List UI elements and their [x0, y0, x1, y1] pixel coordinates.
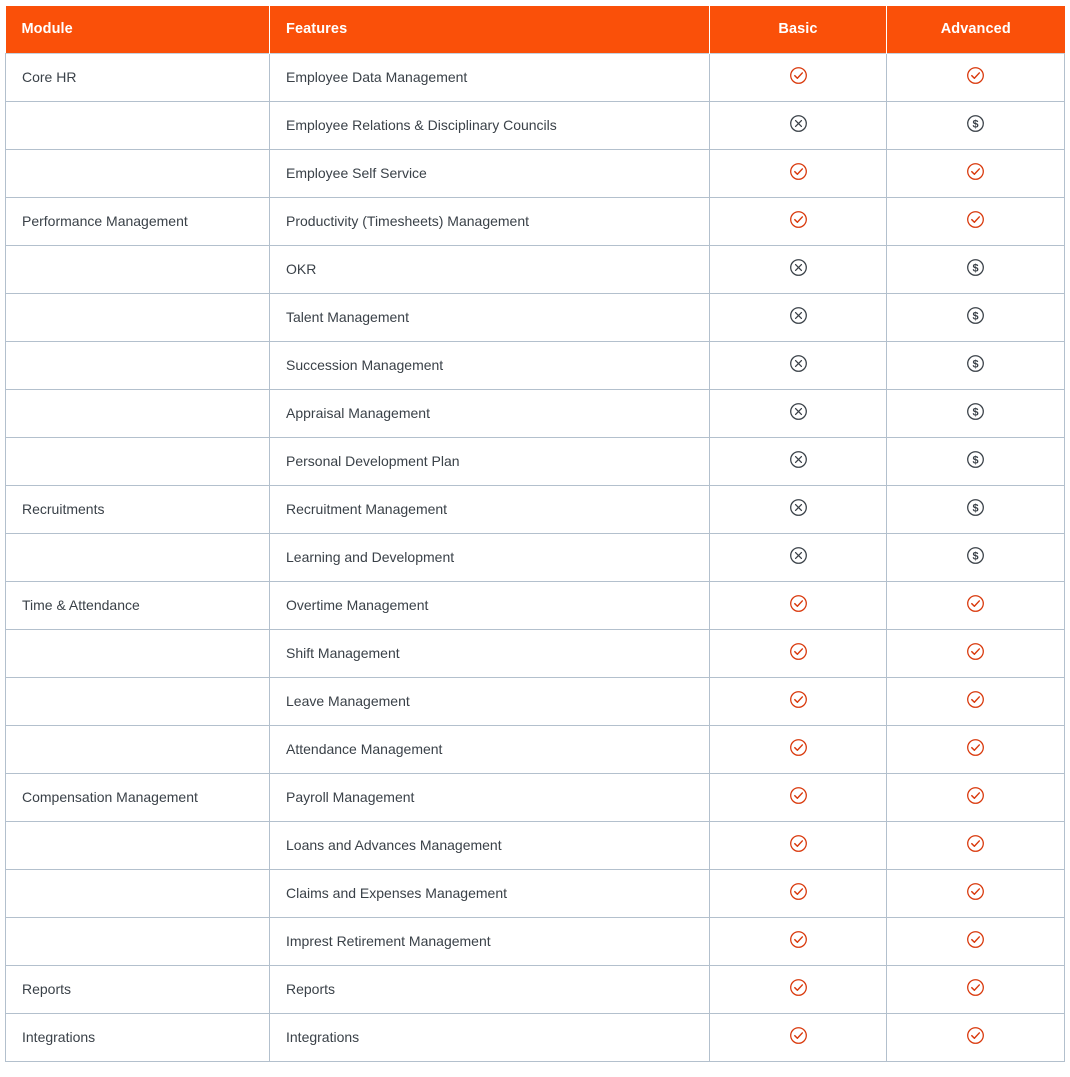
module-cell	[6, 389, 270, 437]
table-row	[6, 245, 1065, 293]
advanced-plan-cell	[887, 677, 1065, 725]
svg-text:$: $	[972, 550, 979, 563]
table-row	[6, 533, 1065, 581]
table-row	[6, 1013, 1065, 1061]
feature-cell: OKR	[270, 245, 710, 293]
advanced-plan-cell	[887, 197, 1065, 245]
table-row	[6, 197, 1065, 245]
table-row	[6, 965, 1065, 1013]
basic-plan-cell	[710, 1013, 887, 1061]
dollar-circle-icon	[966, 258, 985, 277]
module-cell	[6, 821, 270, 869]
module-cell	[6, 917, 270, 965]
module-cell: Time & Attendance	[6, 581, 270, 629]
svg-text:$: $	[972, 310, 979, 323]
check-circle-icon	[789, 594, 808, 613]
check-circle-icon	[966, 162, 985, 181]
table-row	[6, 821, 1065, 869]
advanced-plan-cell	[887, 917, 1065, 965]
check-circle-icon	[789, 642, 808, 661]
module-cell	[6, 869, 270, 917]
check-circle-icon	[966, 66, 985, 85]
basic-plan-cell	[710, 869, 887, 917]
module-cell	[6, 101, 270, 149]
basic-plan-cell	[710, 197, 887, 245]
table-row	[6, 629, 1065, 677]
table-header	[6, 6, 1065, 53]
check-circle-icon	[789, 834, 808, 853]
feature-cell: Personal Development Plan	[270, 437, 710, 485]
check-circle-icon	[966, 882, 985, 901]
dollar-circle-icon	[966, 306, 985, 325]
feature-cell: Appraisal Management	[270, 389, 710, 437]
table-row	[6, 581, 1065, 629]
module-cell	[6, 437, 270, 485]
check-circle-icon	[789, 930, 808, 949]
dollar-circle-icon	[966, 546, 985, 565]
advanced-plan-cell	[887, 629, 1065, 677]
advanced-plan-cell	[887, 101, 1065, 149]
basic-plan-cell	[710, 821, 887, 869]
check-circle-icon	[789, 882, 808, 901]
basic-plan-cell	[710, 437, 887, 485]
basic-plan-cell	[710, 101, 887, 149]
feature-cell: Claims and Expenses Management	[270, 869, 710, 917]
feature-cell: Succession Management	[270, 341, 710, 389]
check-circle-icon	[789, 66, 808, 85]
check-circle-icon	[966, 786, 985, 805]
table-body	[6, 53, 1065, 1061]
module-cell: Performance Management	[6, 197, 270, 245]
advanced-plan-cell	[887, 869, 1065, 917]
advanced-plan-cell	[887, 389, 1065, 437]
cross-circle-icon	[789, 402, 808, 421]
advanced-plan-cell	[887, 965, 1065, 1013]
feature-cell: Loans and Advances Management	[270, 821, 710, 869]
feature-cell: Leave Management	[270, 677, 710, 725]
check-circle-icon	[789, 210, 808, 229]
table-row	[6, 293, 1065, 341]
table-header-row	[6, 6, 1065, 53]
check-circle-icon	[789, 1026, 808, 1045]
module-cell	[6, 629, 270, 677]
advanced-plan-cell	[887, 725, 1065, 773]
advanced-plan-cell	[887, 581, 1065, 629]
module-cell	[6, 533, 270, 581]
basic-plan-cell	[710, 485, 887, 533]
check-circle-icon	[789, 978, 808, 997]
cross-circle-icon	[789, 114, 808, 133]
dollar-circle-icon	[966, 450, 985, 469]
advanced-plan-cell	[887, 53, 1065, 101]
check-circle-icon	[966, 834, 985, 853]
module-cell: Recruitments	[6, 485, 270, 533]
basic-plan-cell	[710, 245, 887, 293]
check-circle-icon	[789, 786, 808, 805]
column-header-features: Features	[270, 6, 710, 53]
table-row	[6, 101, 1065, 149]
table-row	[6, 869, 1065, 917]
feature-cell: Imprest Retirement Management	[270, 917, 710, 965]
check-circle-icon	[966, 210, 985, 229]
feature-cell: Talent Management	[270, 293, 710, 341]
check-circle-icon	[966, 1026, 985, 1045]
advanced-plan-cell	[887, 437, 1065, 485]
feature-cell: Employee Data Management	[270, 53, 710, 101]
advanced-plan-cell	[887, 821, 1065, 869]
basic-plan-cell	[710, 773, 887, 821]
basic-plan-cell	[710, 533, 887, 581]
svg-text:$: $	[972, 454, 979, 467]
basic-plan-cell	[710, 53, 887, 101]
feature-comparison-table	[5, 6, 1065, 1062]
check-circle-icon	[789, 690, 808, 709]
dollar-circle-icon	[966, 498, 985, 517]
basic-plan-cell	[710, 293, 887, 341]
feature-cell: Employee Self Service	[270, 149, 710, 197]
svg-text:$: $	[972, 502, 979, 515]
cross-circle-icon	[789, 258, 808, 277]
table-row	[6, 725, 1065, 773]
module-cell: Compensation Management	[6, 773, 270, 821]
column-header-basic: Basic	[710, 6, 887, 53]
dollar-circle-icon	[966, 354, 985, 373]
check-circle-icon	[966, 642, 985, 661]
basic-plan-cell	[710, 341, 887, 389]
cross-circle-icon	[789, 354, 808, 373]
feature-cell: Shift Management	[270, 629, 710, 677]
advanced-plan-cell	[887, 293, 1065, 341]
module-cell: Core HR	[6, 53, 270, 101]
svg-text:$: $	[972, 118, 979, 131]
module-cell	[6, 341, 270, 389]
check-circle-icon	[966, 594, 985, 613]
check-circle-icon	[789, 162, 808, 181]
basic-plan-cell	[710, 965, 887, 1013]
table-row	[6, 53, 1065, 101]
table-row	[6, 437, 1065, 485]
check-circle-icon	[966, 690, 985, 709]
feature-cell: Payroll Management	[270, 773, 710, 821]
feature-cell: Attendance Management	[270, 725, 710, 773]
advanced-plan-cell	[887, 1013, 1065, 1061]
dollar-circle-icon	[966, 402, 985, 421]
advanced-plan-cell	[887, 149, 1065, 197]
basic-plan-cell	[710, 629, 887, 677]
advanced-plan-cell	[887, 773, 1065, 821]
module-cell	[6, 245, 270, 293]
basic-plan-cell	[710, 149, 887, 197]
module-cell	[6, 293, 270, 341]
table-row	[6, 677, 1065, 725]
advanced-plan-cell	[887, 245, 1065, 293]
table-row	[6, 389, 1065, 437]
svg-text:$: $	[972, 358, 979, 371]
basic-plan-cell	[710, 917, 887, 965]
check-circle-icon	[966, 738, 985, 757]
module-cell	[6, 677, 270, 725]
table-row	[6, 485, 1065, 533]
feature-cell: Employee Relations & Disciplinary Councils	[270, 101, 710, 149]
svg-text:$: $	[972, 262, 979, 275]
feature-cell: Reports	[270, 965, 710, 1013]
table-row	[6, 149, 1065, 197]
dollar-circle-icon	[966, 114, 985, 133]
module-cell: Reports	[6, 965, 270, 1013]
feature-cell: Learning and Development	[270, 533, 710, 581]
cross-circle-icon	[789, 546, 808, 565]
svg-text:$: $	[972, 406, 979, 419]
check-circle-icon	[789, 738, 808, 757]
module-cell	[6, 149, 270, 197]
feature-cell: Overtime Management	[270, 581, 710, 629]
column-header-module: Module	[6, 6, 270, 53]
table-row	[6, 341, 1065, 389]
feature-cell: Productivity (Timesheets) Management	[270, 197, 710, 245]
module-cell	[6, 725, 270, 773]
cross-circle-icon	[789, 306, 808, 325]
check-circle-icon	[966, 978, 985, 997]
cross-circle-icon	[789, 450, 808, 469]
basic-plan-cell	[710, 389, 887, 437]
module-cell: Integrations	[6, 1013, 270, 1061]
table-row	[6, 917, 1065, 965]
cross-circle-icon	[789, 498, 808, 517]
feature-cell: Recruitment Management	[270, 485, 710, 533]
feature-cell: Integrations	[270, 1013, 710, 1061]
basic-plan-cell	[710, 581, 887, 629]
basic-plan-cell	[710, 725, 887, 773]
basic-plan-cell	[710, 677, 887, 725]
check-circle-icon	[966, 930, 985, 949]
column-header-advanced: Advanced	[887, 6, 1065, 53]
advanced-plan-cell	[887, 341, 1065, 389]
advanced-plan-cell	[887, 533, 1065, 581]
table-row	[6, 773, 1065, 821]
advanced-plan-cell	[887, 485, 1065, 533]
